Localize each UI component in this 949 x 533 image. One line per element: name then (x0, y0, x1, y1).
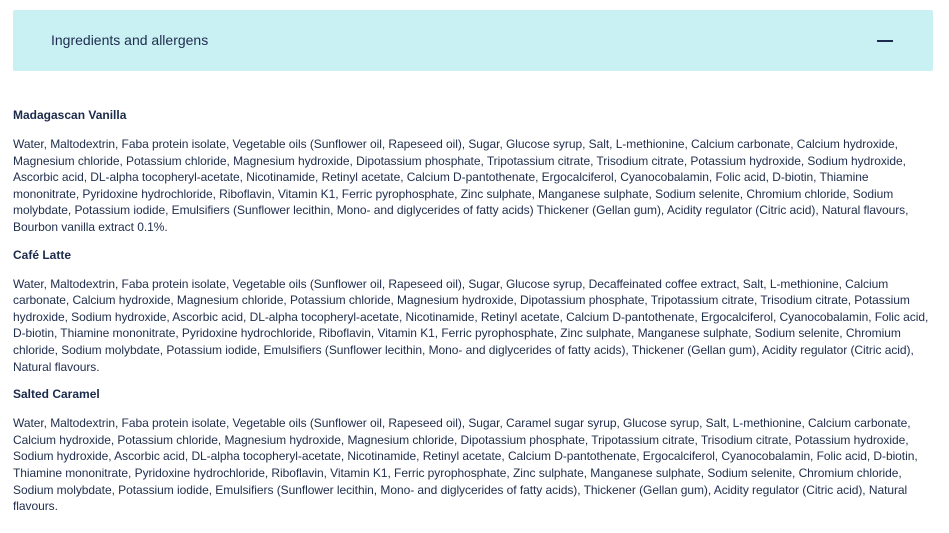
accordion-content (13, 107, 933, 526)
accordion-title: Ingredients and allergens (51, 32, 209, 48)
section-ingredients-text: Water, Maltodextrin, Faba protein isolate, Vegetable oils (Sunflower oil, Rapeseed oil), Sugar, Glucose syrup, Salt, L-methionine, Calcium carbonate, Calcium hydroxide, Magnesium chloride, Potassium chloride, Magnesium hydroxide, Dipotassium phosphate, Tripotassium citrate, Trisodium citrate, Potassium hydroxide, Sodium hydroxide, Ascorbic acid, DL-alpha tocopheryl-acetate, Nicotinamide, Retinyl acetate, Calcium D-pantothenate, Ergocalciferol, Cyanocobalamin, Folic acid, D-biotin, Thiamine mononitrate, Pyridoxine hydrochloride, Riboflavin, Vitamin K1, Ferric pyrophosphate, Zinc sulphate, Manganese sulphate, Sodium selenite, Chromium chloride, Sodium molybdate, Potassium iodide, Emulsifiers (Sunflower lecithin, Mono- and diglycerides of fatty acids) Thickener (Gellan gum), Acidity regulator (Citric acid), Natural flavours, Bourbon vanilla extract 0.1%. (13, 137, 909, 234)
section-title: Madagascan Vanilla (13, 108, 127, 122)
section-title: Salted Caramel (13, 387, 100, 402)
ingredient-section-vanilla (13, 107, 933, 236)
section-ingredients-text: Water, Maltodextrin, Faba protein isolate, Vegetable oils (Sunflower oil, Rapeseed oil), Sugar, Caramel sugar syrup, Glucose syrup, Salt, L-methionine, Calcium carbonate, Calcium hydroxide, Potassium chloride, Magnesium hydroxide, Magnesium chloride, Dipotassium phosphate, Tripotassium citrate, Trisodium citrate, Potassium hydroxide, Sodium hydroxide, Ascorbic acid, DL-alpha tocopheryl-acetate, Nicotinamide, Retinyl acetate, Calcium D-pantothenate, Ergocalciferol, Cyanocobalamin, Folic acid, D-biotin, Thiamine mononitrate, Pyridoxine hydrochloride, Riboflavin, Vitamin K1, Ferric pyrophosphate, Zinc sulphate, Manganese sulphate, Sodium selenite, Chromium chloride, Sodium molybdate, Potassium iodide, Emulsifiers (Sunflower lecithin, Mono- and diglycerides of fatty acids), Thickener (Gellan gum), Acidity regulator (Citric acid), Natural flavours. (13, 416, 918, 514)
section-ingredients-text: Water, Maltodextrin, Faba protein isolate, Vegetable oils (Sunflower oil, Rapeseed oil), Sugar, Glucose syrup, Decaffeinated coffee extract, Salt, L-methionine, Calcium carbonate, Calcium hydroxide, Magnesium chloride, Potassium chloride, Magnesium hydroxide, Dipotassium phosphate, Tripotassium citrate, Trisodium citrate, Potassium hydroxide, Sodium hydroxide, Ascorbic acid, DL-alpha tocopheryl-acetate, Nicotinamide, Retinyl acetate, Calcium D-pantothenate, Ergocalciferol, Cyanocobalamin, Folic acid, D-biotin, Thiamine mononitrate, Pyridoxine hydrochloride, Riboflavin, Vitamin K1, Ferric pyrophosphate, Zinc sulphate, Manganese sulphate, Sodium selenite, Chromium chloride, Sodium molybdate, Potassium iodide, Emulsifiers (Sunflower lecithin, Mono- and diglycerides of fatty acids), Thickener (Gellan gum), Acidity regulator (Citric acid), Natural flavours. (13, 276, 929, 374)
ingredients-accordion-header[interactable] (13, 10, 933, 71)
minus-icon[interactable] (877, 40, 893, 42)
ingredient-section-cafe-latte (13, 247, 933, 376)
ingredient-section-salted-caramel (13, 386, 933, 515)
section-title: Café Latte (13, 247, 72, 262)
